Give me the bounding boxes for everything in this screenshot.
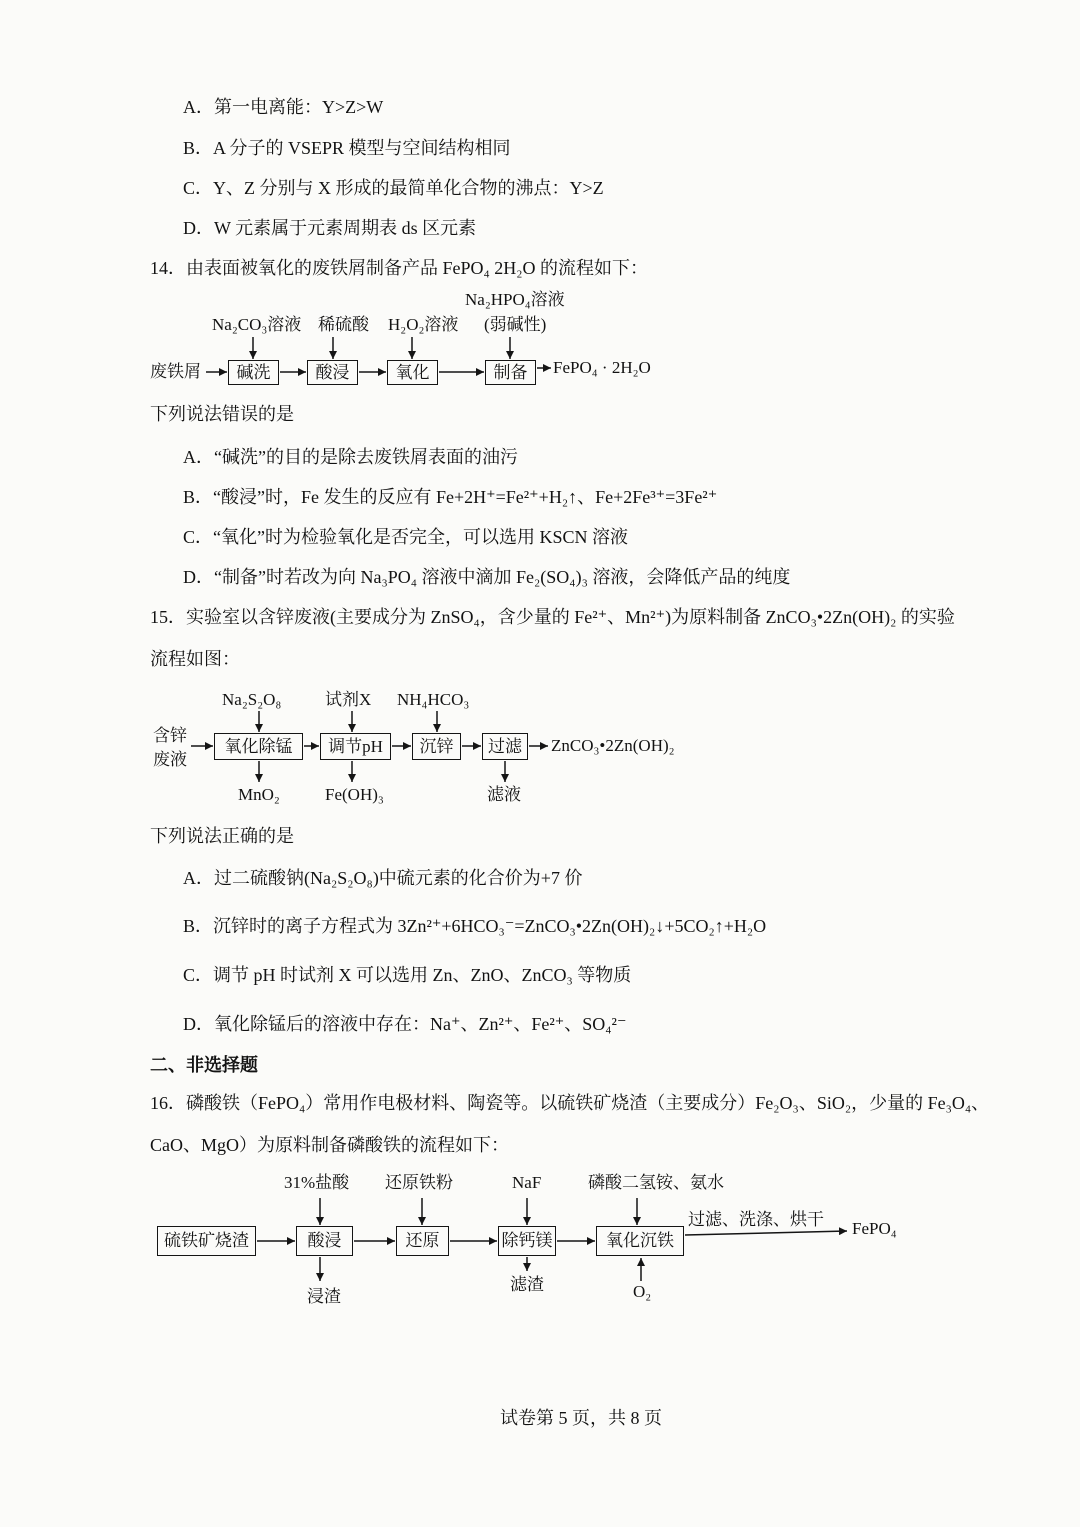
- q14-raw-material: 废铁屑: [150, 362, 201, 381]
- q14-stem: 14．由表面被氧化的废铁屑制备产品 FePO₄ 2H₂O 的流程如下：: [150, 258, 649, 278]
- q15-option-b: B．沉锌时的离子方程式为 3Zn²⁺+6HCO₃⁻=ZnCO₃•2Zn(OH)₂↓+5CO₂↑+H₂O: [183, 916, 767, 936]
- q15-option-c: C．调节 pH 时试剂 X 可以选用 Zn、ZnO、ZnCO₃ 等物质: [183, 965, 632, 985]
- q16-reagent: 31%盐酸: [284, 1173, 350, 1192]
- q14-step-box: 制备: [485, 360, 536, 385]
- q15-stem-line1: 15．实验室以含锌废液(主要成分为 ZnSO₄，含少量的 Fe²⁺、Mn²⁺)为原料制备 ZnCO₃•2Zn(OH)₂ 的实验: [150, 607, 955, 627]
- q16-product: FePO₄: [852, 1219, 897, 1238]
- q14-reagent-oxidize: H₂O₂溶液: [388, 315, 459, 334]
- q16-stem-line2: CaO、MgO）为原料制备磷酸铁的流程如下：: [150, 1135, 509, 1155]
- q14-product: FePO₄ · 2H₂O: [553, 358, 651, 377]
- q15-raw-material-line2: 废液: [153, 750, 187, 769]
- q14-reagent-wash: Na₂CO₃溶液: [212, 315, 302, 334]
- q14-step-box: 碱洗: [228, 360, 279, 385]
- q16-oxidant: O₂: [633, 1282, 652, 1301]
- q16-step-box: 酸浸: [296, 1226, 353, 1256]
- q14-prompt: 下列说法错误的是: [150, 404, 294, 424]
- q15-raw-material-line1: 含锌: [153, 726, 187, 745]
- q14-reagent-prepare-note: (弱碱性): [484, 315, 547, 334]
- q16-stem-line1: 16．磷酸铁（FePO₄）常用作电极材料、陶瓷等。以硫铁矿烧渣（主要成分）Fe₂O₃、SiO₂，少量的 Fe₃O₄、: [150, 1093, 990, 1113]
- q13-option-a: A．第一电离能：Y>Z>W: [183, 97, 384, 117]
- q15-reagent: Na₂S₂O₈: [222, 690, 282, 709]
- q15-byproduct: 滤液: [487, 785, 521, 804]
- q15-stem-line2: 流程如图：: [150, 649, 240, 669]
- page-footer: 试卷第 5 页，共 8 页: [500, 1408, 662, 1428]
- q16-step-box: 还原: [396, 1226, 449, 1256]
- q14-reagent-prepare: Na₂HPO₄溶液: [465, 290, 565, 309]
- q15-reagent: 试剂X: [325, 690, 372, 709]
- q16-step-box: 除钙镁: [498, 1226, 556, 1256]
- q13-option-c: C．Y、Z 分别与 X 形成的最简单化合物的沸点：Y>Z: [183, 178, 604, 198]
- q15-option-d: D．氧化除锰后的溶液中存在：Na⁺、Zn²⁺、Fe²⁺、SO₄²⁻: [183, 1014, 627, 1034]
- q15-step-box: 过滤: [482, 733, 528, 760]
- q14-step-box: 酸浸: [307, 360, 358, 385]
- q15-step-box: 调节pH: [320, 733, 391, 760]
- q14-reagent-leach: 稀硫酸: [318, 315, 369, 334]
- q16-reagent: NaF: [512, 1173, 542, 1192]
- q16-reagent: 还原铁粉: [385, 1173, 453, 1192]
- q16-final-operation: 过滤、洗涤、烘干: [688, 1210, 824, 1229]
- q14-option-a: A．“碱洗”的目的是除去废铁屑表面的油污: [183, 447, 518, 467]
- q15-byproduct: MnO₂: [238, 785, 280, 804]
- q13-option-d: D．W 元素属于元素周期表 ds 区元素: [183, 218, 477, 238]
- q14-option-d: D．“制备”时若改为向 Na₃PO₄ 溶液中滴加 Fe₂(SO₄)₃ 溶液，会降低产品的纯度: [183, 567, 791, 587]
- q16-step-box: 氧化沉铁: [596, 1226, 684, 1256]
- q15-step-box: 氧化除锰: [214, 733, 303, 760]
- q16-filter-residue: 滤渣: [510, 1275, 544, 1294]
- q16-raw-material-box: 硫铁矿烧渣: [157, 1226, 256, 1256]
- q14-option-c: C．“氧化”时为检验氧化是否完全，可以选用 KSCN 溶液: [183, 527, 628, 547]
- q14-step-box: 氧化: [387, 360, 438, 385]
- q13-option-b: B．A 分子的 VSEPR 模型与空间结构相同: [183, 138, 511, 158]
- q15-step-box: 沉锌: [412, 733, 461, 760]
- q15-option-a: A．过二硫酸钠(Na₂S₂O₈)中硫元素的化合价为+7 价: [183, 868, 583, 888]
- q15-product: ZnCO₃•2Zn(OH)₂: [551, 736, 675, 755]
- q15-byproduct: Fe(OH)₃: [325, 785, 384, 804]
- q15-prompt: 下列说法正确的是: [150, 826, 294, 846]
- q14-option-b: B．“酸浸”时，Fe 发生的反应有 Fe+2H⁺=Fe²⁺+H₂↑、Fe+2Fe³⁺=3Fe²⁺: [183, 487, 718, 507]
- arrow-q16-product: [685, 1231, 847, 1235]
- section-heading: 二、非选择题: [150, 1055, 258, 1075]
- q16-reagent: 磷酸二氢铵、氨水: [588, 1173, 724, 1192]
- q15-reagent: NH₄HCO₃: [397, 690, 470, 709]
- q16-leach-residue: 浸渣: [307, 1287, 341, 1306]
